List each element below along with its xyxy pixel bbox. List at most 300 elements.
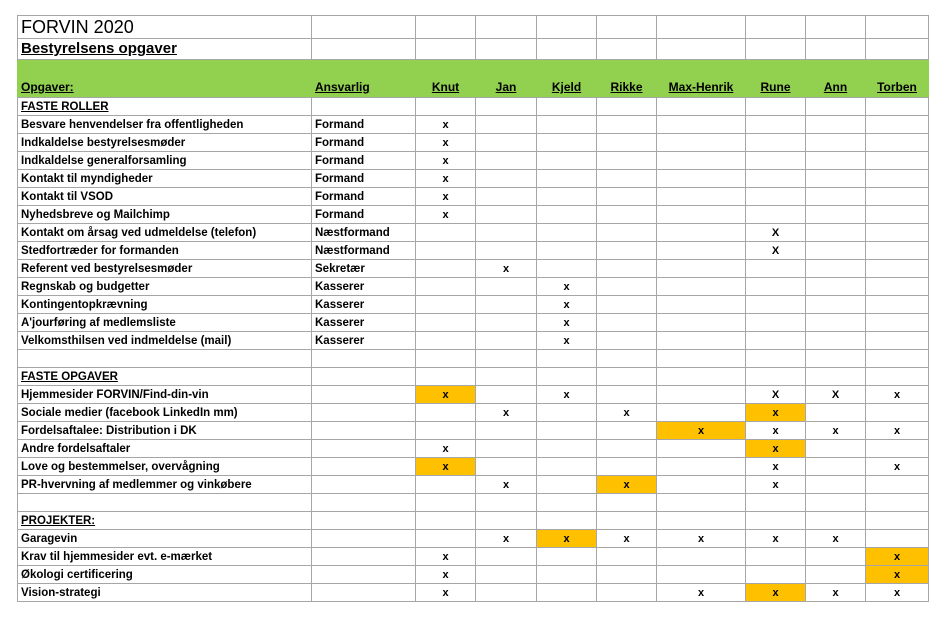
assignment-mark[interactable]: x [416,548,476,566]
empty-cell[interactable] [476,422,537,440]
empty-cell[interactable] [537,458,597,476]
empty-cell[interactable] [597,152,657,170]
assignment-mark[interactable]: X [746,386,806,404]
empty-cell[interactable] [416,224,476,242]
empty-cell[interactable] [416,242,476,260]
assignment-mark[interactable]: x [597,476,657,494]
task-role[interactable]: Kasserer [312,278,416,296]
empty-cell[interactable] [537,188,597,206]
empty-cell[interactable] [416,350,476,368]
task-label[interactable]: Økologi certificering [18,566,312,584]
empty-cell[interactable] [657,494,746,512]
subtitle-row [18,39,929,60]
empty-cell[interactable] [866,350,929,368]
empty-cell[interactable] [537,206,597,224]
empty-cell[interactable] [866,368,929,386]
assignment-mark[interactable]: x [416,440,476,458]
empty-cell[interactable] [657,170,746,188]
empty-cell[interactable] [537,440,597,458]
empty-cell[interactable] [746,188,806,206]
assignment-mark[interactable]: x [416,458,476,476]
assignment-mark[interactable]: x [746,440,806,458]
task-role[interactable]: Formand [312,116,416,134]
empty-cell[interactable] [537,134,597,152]
empty-cell[interactable] [746,296,806,314]
empty-cell[interactable] [657,440,746,458]
assignment-mark[interactable]: x [416,566,476,584]
empty-cell[interactable] [806,188,866,206]
empty-cell[interactable] [746,134,806,152]
empty-cell[interactable] [746,332,806,350]
empty-cell[interactable] [746,350,806,368]
empty-cell[interactable] [657,188,746,206]
empty-cell[interactable] [597,134,657,152]
empty-cell[interactable] [657,476,746,494]
task-role[interactable] [312,584,416,602]
section-label[interactable]: PROJEKTER: [18,512,312,530]
empty-cell[interactable] [416,296,476,314]
task-row [18,296,929,314]
empty-cell[interactable] [537,98,597,116]
assignment-mark[interactable]: x [537,278,597,296]
assignment-mark[interactable]: x [657,530,746,548]
empty-cell[interactable] [657,548,746,566]
empty-cell[interactable] [806,278,866,296]
empty-cell[interactable] [866,98,929,116]
empty-cell[interactable] [597,224,657,242]
empty-cell[interactable] [866,296,929,314]
empty-cell[interactable] [806,98,866,116]
empty-cell[interactable] [806,548,866,566]
task-role[interactable] [312,440,416,458]
assignment-mark[interactable]: x [806,422,866,440]
assignment-mark[interactable]: x [746,422,806,440]
empty-cell[interactable] [806,494,866,512]
empty-cell[interactable] [657,152,746,170]
empty-cell[interactable] [866,116,929,134]
empty-cell[interactable] [597,260,657,278]
assignment-mark[interactable]: X [806,386,866,404]
title-row [18,16,929,39]
empty-cell[interactable] [866,332,929,350]
task-label[interactable]: Fordelsaftalee: Distribution i DK [18,422,312,440]
sheet-title[interactable]: FORVIN 2020 [18,16,312,39]
empty-cell[interactable] [597,548,657,566]
empty-cell[interactable] [657,98,746,116]
assignment-mark[interactable]: x [537,332,597,350]
task-role[interactable]: Næstformand [312,242,416,260]
task-role[interactable] [312,566,416,584]
assignment-mark[interactable]: x [866,548,929,566]
header-responsible[interactable]: Ansvarlig [312,77,416,98]
empty-cell[interactable] [476,242,537,260]
task-role[interactable] [312,458,416,476]
section-label[interactable]: FASTE OPGAVER [18,368,312,386]
assignment-mark[interactable]: x [476,404,537,422]
empty-cell[interactable] [806,224,866,242]
empty-cell[interactable] [746,278,806,296]
empty-cell[interactable] [806,332,866,350]
empty-cell[interactable] [746,116,806,134]
assignment-mark[interactable]: x [416,152,476,170]
empty-cell[interactable] [476,116,537,134]
empty-cell[interactable] [476,548,537,566]
empty-cell[interactable] [476,386,537,404]
empty-cell[interactable] [597,116,657,134]
empty-cell[interactable] [537,422,597,440]
empty-cell[interactable] [537,494,597,512]
assignment-mark[interactable]: x [416,188,476,206]
empty-cell[interactable] [476,368,537,386]
empty-cell[interactable] [416,98,476,116]
empty-cell[interactable] [806,116,866,134]
empty-cell[interactable] [866,512,929,530]
empty-cell[interactable] [746,314,806,332]
empty-cell[interactable] [476,224,537,242]
empty-cell[interactable] [537,548,597,566]
assignment-mark[interactable]: x [866,566,929,584]
task-row [18,476,929,494]
assignment-mark[interactable]: x [866,386,929,404]
empty-cell[interactable] [476,134,537,152]
empty-cell[interactable] [866,152,929,170]
task-label[interactable]: Nyhedsbreve og Mailchimp [18,206,312,224]
task-role[interactable]: Kasserer [312,314,416,332]
assignment-mark[interactable]: x [416,584,476,602]
empty-cell[interactable] [746,494,806,512]
empty-cell[interactable] [657,350,746,368]
empty-cell[interactable] [806,314,866,332]
empty-cell[interactable] [312,368,416,386]
assignment-mark[interactable]: x [657,422,746,440]
empty-cell[interactable] [866,134,929,152]
header-person[interactable]: Rune [746,77,806,98]
empty-cell[interactable] [476,278,537,296]
empty-cell[interactable] [476,566,537,584]
green-spacer-row [18,60,929,77]
empty-cell[interactable] [312,350,416,368]
task-label[interactable]: Regnskab og budgetter [18,278,312,296]
empty-cell[interactable] [746,170,806,188]
empty-cell[interactable] [597,170,657,188]
empty-cell[interactable] [657,332,746,350]
assignment-mark[interactable]: x [746,530,806,548]
task-label[interactable]: Indkaldelse bestyrelsesmøder [18,134,312,152]
empty-cell[interactable] [806,134,866,152]
empty-cell[interactable] [537,350,597,368]
assignment-mark[interactable]: x [476,476,537,494]
empty-cell[interactable] [866,476,929,494]
task-label[interactable]: Garagevin [18,530,312,548]
empty-cell[interactable] [537,224,597,242]
task-label[interactable]: Stedfortræder for formanden [18,242,312,260]
assignment-mark[interactable]: x [806,530,866,548]
empty-cell[interactable] [476,440,537,458]
task-role[interactable]: Formand [312,170,416,188]
empty-cell[interactable] [806,512,866,530]
task-role[interactable] [312,386,416,404]
assignment-mark[interactable]: x [866,458,929,476]
empty-cell[interactable] [476,188,537,206]
empty-cell[interactable] [537,566,597,584]
task-role[interactable]: Kasserer [312,296,416,314]
empty-cell[interactable] [746,206,806,224]
empty-cell[interactable] [597,278,657,296]
empty-cell[interactable] [657,368,746,386]
empty-cell[interactable] [806,566,866,584]
empty-cell[interactable] [806,458,866,476]
empty-cell[interactable] [866,242,929,260]
task-label[interactable]: Indkaldelse generalforsamling [18,152,312,170]
empty-cell[interactable] [866,530,929,548]
empty-cell[interactable] [416,314,476,332]
header-person[interactable]: Max-Henrik [657,77,746,98]
empty-cell[interactable] [806,296,866,314]
empty-cell[interactable] [806,404,866,422]
header-person[interactable]: Knut [416,77,476,98]
assignment-mark[interactable]: x [416,386,476,404]
task-role[interactable] [312,422,416,440]
empty-cell[interactable] [597,494,657,512]
empty-cell[interactable] [476,314,537,332]
empty-cell[interactable] [537,476,597,494]
assignment-mark[interactable]: x [597,404,657,422]
empty-cell[interactable] [657,224,746,242]
empty-cell[interactable] [537,260,597,278]
empty-cell[interactable] [416,494,476,512]
empty-cell[interactable] [657,206,746,224]
empty-cell[interactable] [597,386,657,404]
empty-cell[interactable] [866,170,929,188]
empty-cell[interactable] [746,368,806,386]
empty-cell[interactable] [806,242,866,260]
empty-cell[interactable] [866,260,929,278]
empty-cell[interactable] [476,296,537,314]
task-role[interactable] [312,530,416,548]
empty-cell[interactable] [657,278,746,296]
empty-cell[interactable] [597,332,657,350]
empty-cell[interactable] [597,566,657,584]
header-task[interactable]: Opgaver: [18,77,312,98]
assignment-mark[interactable]: x [866,422,929,440]
empty-cell[interactable] [476,98,537,116]
empty-cell[interactable] [597,458,657,476]
empty-cell[interactable] [866,278,929,296]
assignment-mark[interactable]: x [746,404,806,422]
task-label[interactable]: Kontakt om årsag ved udmeldelse (telefon) [18,224,312,242]
header-person[interactable]: Torben [866,77,929,98]
empty-cell[interactable] [312,98,416,116]
empty-cell[interactable] [597,422,657,440]
header-person[interactable]: Ann [806,77,866,98]
task-label[interactable]: Kontakt til VSOD [18,188,312,206]
assignment-mark[interactable]: x [537,314,597,332]
task-label[interactable]: A'jourføring af medlemsliste [18,314,312,332]
empty-cell[interactable] [657,134,746,152]
empty-cell[interactable] [597,206,657,224]
task-row [18,188,929,206]
empty-cell[interactable] [866,314,929,332]
empty-cell[interactable] [657,314,746,332]
empty-cell[interactable] [746,512,806,530]
empty-cell[interactable] [597,440,657,458]
empty-cell[interactable] [476,494,537,512]
empty-cell[interactable] [416,260,476,278]
assignment-mark[interactable]: x [476,530,537,548]
empty-cell[interactable] [597,296,657,314]
task-label[interactable]: Love og bestemmelser, overvågning [18,458,312,476]
assignment-mark[interactable]: x [657,584,746,602]
empty-cell[interactable] [476,458,537,476]
assignment-mark[interactable]: x [476,260,537,278]
empty-cell[interactable] [597,98,657,116]
task-label[interactable]: Sociale medier (facebook LinkedIn mm) [18,404,312,422]
task-label[interactable]: Hjemmesider FORVIN/Find-din-vin [18,386,312,404]
empty-cell[interactable] [657,296,746,314]
empty-cell[interactable] [806,350,866,368]
assignment-mark[interactable]: x [416,134,476,152]
empty-cell[interactable] [597,584,657,602]
task-row [18,134,929,152]
sheet-subtitle[interactable]: Bestyrelsens opgaver [18,39,312,60]
empty-cell[interactable] [866,440,929,458]
empty-cell[interactable] [416,278,476,296]
empty-cell[interactable] [18,494,312,512]
empty-cell[interactable] [476,584,537,602]
assignment-mark[interactable]: x [746,458,806,476]
assignment-mark[interactable]: X [746,224,806,242]
task-label[interactable]: Referent ved bestyrelsesmøder [18,260,312,278]
header-person[interactable]: Kjeld [537,77,597,98]
empty-cell[interactable] [866,188,929,206]
empty-cell[interactable] [416,530,476,548]
assignment-mark[interactable]: x [416,170,476,188]
empty-cell[interactable] [537,584,597,602]
header-person[interactable]: Rikke [597,77,657,98]
assignment-mark[interactable]: x [866,584,929,602]
empty-cell[interactable] [416,404,476,422]
empty-cell[interactable] [806,206,866,224]
empty-cell[interactable] [806,440,866,458]
task-label[interactable]: Besvare henvendelser fra offentligheden [18,116,312,134]
empty-cell[interactable] [746,548,806,566]
task-label[interactable]: Velkomsthilsen ved indmeldelse (mail) [18,332,312,350]
task-role[interactable]: Formand [312,206,416,224]
empty-cell[interactable] [537,152,597,170]
task-label[interactable]: Andre fordelsaftaler [18,440,312,458]
empty-cell[interactable] [476,170,537,188]
empty-cell[interactable] [657,242,746,260]
empty-cell[interactable] [416,332,476,350]
empty-cell[interactable] [806,368,866,386]
empty-cell[interactable] [806,476,866,494]
empty-cell[interactable] [746,260,806,278]
empty-cell[interactable] [657,458,746,476]
empty-cell[interactable] [416,512,476,530]
empty-cell[interactable] [746,566,806,584]
empty-cell[interactable] [537,368,597,386]
task-label[interactable]: Vision-strategi [18,584,312,602]
empty-cell[interactable] [537,404,597,422]
empty-cell[interactable] [312,494,416,512]
empty-cell[interactable] [806,152,866,170]
empty-cell[interactable] [597,314,657,332]
assignment-mark[interactable]: x [746,476,806,494]
empty-cell[interactable] [476,332,537,350]
task-role[interactable] [312,404,416,422]
task-role[interactable]: Kasserer [312,332,416,350]
empty-cell[interactable] [597,350,657,368]
empty-cell[interactable] [312,512,416,530]
empty-cell[interactable] [416,368,476,386]
assignment-mark[interactable]: x [537,296,597,314]
empty-cell[interactable] [746,98,806,116]
empty-cell[interactable] [537,242,597,260]
assignment-mark[interactable]: x [416,116,476,134]
empty-cell[interactable] [476,206,537,224]
empty-cell[interactable] [657,404,746,422]
empty-cell[interactable] [476,350,537,368]
assignment-mark[interactable]: x [597,530,657,548]
empty-cell[interactable] [657,116,746,134]
empty-cell[interactable] [476,512,537,530]
empty-cell[interactable] [866,404,929,422]
empty-cell[interactable] [416,422,476,440]
empty-cell[interactable] [657,512,746,530]
empty-cell[interactable] [866,224,929,242]
task-role[interactable]: Formand [312,134,416,152]
task-role[interactable]: Sekretær [312,260,416,278]
empty-cell[interactable] [416,476,476,494]
empty-cell[interactable] [657,260,746,278]
empty-cell[interactable] [746,152,806,170]
header-person[interactable]: Jan [476,77,537,98]
empty-cell[interactable] [597,512,657,530]
assignment-mark[interactable]: X [746,242,806,260]
empty-cell[interactable] [18,350,312,368]
task-label[interactable]: PR-hvervning af medlemmer og vinkøbere [18,476,312,494]
empty-cell[interactable] [866,206,929,224]
empty-cell[interactable] [657,386,746,404]
empty-cell[interactable] [597,242,657,260]
empty-cell[interactable] [597,368,657,386]
task-role[interactable] [312,476,416,494]
task-role[interactable]: Formand [312,152,416,170]
assignment-mark[interactable]: x [416,206,476,224]
empty-cell[interactable] [537,512,597,530]
task-label[interactable]: Kontingentopkrævning [18,296,312,314]
task-role[interactable]: Formand [312,188,416,206]
task-label[interactable]: Kontakt til myndigheder [18,170,312,188]
assignment-mark[interactable]: x [806,584,866,602]
empty-cell[interactable] [806,170,866,188]
empty-cell[interactable] [657,566,746,584]
section-label[interactable]: FASTE ROLLER [18,98,312,116]
empty-cell[interactable] [476,152,537,170]
task-label[interactable]: Krav til hjemmesider evt. e-mærket [18,548,312,566]
empty-cell[interactable] [806,260,866,278]
empty-cell[interactable] [537,116,597,134]
assignment-mark[interactable]: x [537,386,597,404]
assignment-mark[interactable]: x [537,530,597,548]
blank-row [18,350,929,368]
empty-cell[interactable] [597,188,657,206]
task-role[interactable] [312,548,416,566]
empty-cell[interactable] [537,170,597,188]
empty-cell[interactable] [866,494,929,512]
task-role[interactable]: Næstformand [312,224,416,242]
assignment-mark[interactable]: x [746,584,806,602]
